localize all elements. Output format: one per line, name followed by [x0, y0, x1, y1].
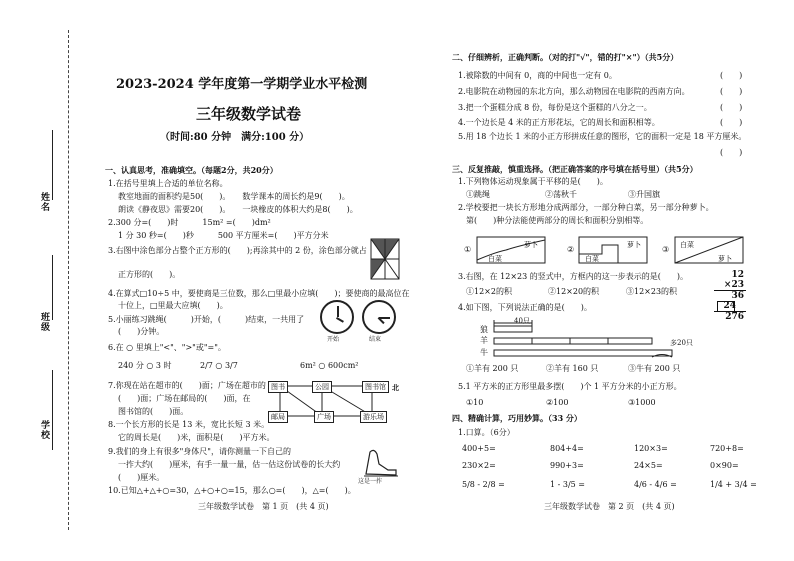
bar-right-label: 多20只	[670, 339, 693, 347]
choice-4-opt3: ③牛有 200 只	[628, 364, 681, 373]
q8-line1: 8.一个长方形的长是 13 米，宽比长短 3 米。	[108, 420, 270, 429]
calc-line-2: ×23	[723, 280, 744, 290]
choice-5: 5.1 平方米的正方形里最多摆( )个 1 平方分米的小正方形。	[458, 382, 682, 391]
q6-item3: 6m² ○ 600cm²	[300, 361, 359, 370]
q5-line2: ( )分钟。	[118, 327, 165, 336]
choice-4-opt1: ①羊有 200 只	[466, 364, 519, 373]
oral-r3-c2: 1 - 3/5 =	[550, 480, 585, 489]
judge-2: 2.电影院在动物园的东北方向，那么动物园在电影院的西南方向。	[458, 87, 690, 96]
calc-line-1: 12	[731, 270, 744, 280]
bar-label-cow: 牛	[480, 348, 488, 357]
oral-r1-c1: 400+5=	[462, 444, 496, 453]
q4-line1: 4.在算式□10÷5 中，要使商是三位数，那么□里最小应填( )；要使商的最高位在	[108, 289, 410, 298]
right-page-footer: 三年级数学试卷 第 2 页 (共 4 页)	[544, 502, 675, 511]
q9-line3: ( )厘米。	[118, 473, 165, 482]
q1-line1: 教室地面的面积约是50( )。 数学课本的周长约是9( )。	[118, 192, 350, 201]
q2-line1: 2.300 分=( )时 15m² =( )dm²	[108, 218, 271, 227]
oral-r2-c2: 990+3=	[550, 461, 584, 470]
judge-5: 5.用 18 个边长 1 米的小正方形拼成任意的图形，它的面积一定是 18 平方厘米。	[458, 132, 747, 141]
oral-r2-c4: 0×90=	[710, 461, 739, 470]
q7-line1: 7.你现在站在超市的( )面；广场在超市的	[108, 381, 266, 390]
oral-r3-c3: 4/6 - 4/6 =	[634, 480, 677, 489]
choice-1-opt1: ①跳绳	[466, 190, 490, 199]
class-label: 班级	[39, 312, 49, 332]
calc-line-3: 36	[731, 291, 744, 301]
oral-r2-c1: 230×2=	[462, 461, 496, 470]
judge-5-answer: ( )	[720, 148, 743, 157]
judge-2-answer: ( )	[720, 87, 743, 96]
judge-3: 3.把一个蛋糕分成 8 份，每份是这个蛋糕的八分之一。	[458, 103, 652, 112]
bar-label-sheep: 羊	[480, 336, 488, 345]
oral-r3-c4: 1/4 + 3/4 =	[710, 480, 757, 489]
q1-line2: 朗读《静夜思》需要20( )。 一块橡皮的体积大约是8( )。	[118, 205, 358, 214]
q7-line2: ( )面；广场在邮局的( )面，在	[118, 394, 251, 403]
exam-meta: （时间:80 分钟 满分:100 分）	[160, 132, 310, 143]
q5-line1: 5.小丽练习跳绳( )开始，( )结束，一共用了	[108, 315, 305, 324]
name-label: 姓名	[39, 192, 49, 212]
binding-dashed-line	[68, 30, 69, 530]
div-fig-3-num: ③	[662, 245, 670, 254]
q9-line2: 一拃大约( )厘米，有手一量一量，估一估这份试卷的长大约	[118, 460, 341, 469]
calc-line-4: 24	[723, 301, 736, 311]
q3-line2: 正方形的( )。	[118, 270, 181, 279]
map-north-label: 北	[392, 383, 399, 392]
hand-span-icon	[362, 446, 400, 478]
calc-line-5: 276	[725, 312, 744, 322]
choice-3-opt3: ③12×23的积	[626, 287, 678, 296]
section-3-heading: 三、反复推敲，慎重选择。（把正确答案的序号填在括号里）（共5分）	[452, 164, 698, 174]
section-2-heading: 二、仔细辨析，正确判断。（对的打"√"，错的打"×"）（共5分）	[452, 52, 679, 62]
name-line	[52, 130, 53, 200]
map-node-amusement-park: 游乐场	[360, 411, 387, 423]
choice-2-line2: 第( )种分法能使两部分的周长和面积分别相等。	[466, 216, 649, 225]
oral-r1-c3: 120×3=	[634, 444, 668, 453]
judge-1: 1.被除数的中间有 0，商的中间也一定有 0。	[458, 71, 617, 80]
choice-2-line1: 2.学校要把一块长方形地分成两部分，一部分种白菜，另一部分种萝卜。	[458, 203, 714, 212]
div-fig-2-luobo: 萝卜	[627, 241, 641, 249]
exam-title: 2023-2024 学年度第一学期学业水平检测	[116, 77, 368, 92]
judge-3-answer: ( )	[720, 103, 743, 112]
q9-line1: 9.我们的身上有很多"身体尺"，请你测量一下自己的	[108, 447, 291, 456]
q6-intro: 6.在 ○ 里填上"<"、">"或"="。	[108, 343, 226, 352]
clock-start-label: 开始	[327, 336, 340, 343]
choice-3-opt2: ②12×20的积	[548, 287, 600, 296]
choice-1-opt3: ③升国旗	[628, 190, 660, 199]
clock-end-label: 结束	[369, 336, 382, 343]
choice-4-opt2: ②羊有 160 只	[546, 364, 599, 373]
q3-line1: 3.右图中涂色部分占整个正方形的( );再涂其中的 2 份，涂色部分就占	[108, 246, 367, 255]
choice-3-opt1: ①12×2的积	[466, 287, 512, 296]
choice-5-opt1: ①10	[466, 398, 484, 407]
oral-r1-c2: 804+4=	[550, 444, 584, 453]
q4-line2: 十位上，□里最大应填( )。	[118, 301, 228, 310]
choice-1: 1.下列物体运动现象属于平移的是( )。	[458, 177, 608, 186]
judge-4-answer: ( )	[720, 118, 743, 127]
q6-item1: 240 分 ○ 3 时	[118, 361, 172, 370]
map-node-square: 广场	[314, 411, 334, 423]
clock-start	[320, 300, 354, 334]
choice-3: 3.右图，在 12×23 的竖式中，方框内的这一步表示的是( )。	[458, 272, 689, 281]
q10: 10.已知△+△+○=30，△+○+○=15，那么○=( )，△=( )。	[108, 486, 356, 495]
judge-4: 4.一个边长是 4 米的正方形花坛，它的周长和面积相等。	[458, 118, 660, 127]
hand-span-caption: 这是一拃	[358, 478, 383, 485]
bar-top-label: 40只	[514, 317, 530, 325]
div-fig-2-num: ②	[567, 245, 575, 254]
q4-bar-diagram	[492, 320, 682, 360]
choice-1-opt2: ②荡秋千	[545, 190, 577, 199]
exam-subtitle: 三年级数学试卷	[196, 105, 302, 123]
div-fig-1-baicai: 白菜	[488, 255, 502, 263]
q1-intro: 1.在括号里填上合适的单位名称。	[108, 179, 228, 188]
map-node-post-office: 邮局	[268, 411, 288, 423]
section-4-heading: 四、精确计算，巧用妙算。（33 分）	[452, 413, 582, 423]
div-fig-3-baicai: 白菜	[680, 241, 694, 249]
map-node-library: 图书馆	[362, 381, 389, 393]
clock-end	[362, 300, 396, 334]
div-fig-1-luobo: 萝卜	[524, 241, 538, 249]
oral-heading: 1.口算。（6分）	[458, 428, 515, 437]
class-line	[52, 255, 53, 320]
q7-line3: 图书馆的( )面。	[118, 407, 189, 416]
div-fig-3-luobo: 萝卜	[718, 255, 732, 263]
div-fig-1-num: ①	[464, 245, 472, 254]
q3-shaded-square-figure	[370, 238, 400, 280]
map-node-park: 公园	[312, 381, 332, 393]
choice-4: 4.如下图，下列说法正确的是( )。	[458, 303, 592, 312]
choice-5-opt2: ②100	[546, 398, 569, 407]
div-fig-2-baicai: 白菜	[585, 255, 599, 263]
school-line	[52, 370, 53, 450]
left-page-footer: 三年级数学试卷 第 1 页 (共 4 页)	[198, 502, 329, 511]
bar-label-wolf: 狼	[480, 325, 488, 334]
oral-r2-c3: 24×5=	[634, 461, 663, 470]
choice-5-opt3: ③1000	[628, 398, 656, 407]
q8-line2: 它的周长是( )米，面积是( )平方米。	[118, 433, 275, 442]
judge-1-answer: ( )	[720, 71, 743, 80]
section-1-heading: 一、认真思考，准确填空。（每题2分，共20分）	[105, 165, 278, 175]
map-node-a: 图书	[268, 381, 288, 393]
school-label: 学校	[39, 420, 49, 440]
q2-line2: 1 分 30 秒=( )秒 500 平方厘米=( )平方分米	[118, 231, 329, 240]
oral-r1-c4: 720+8=	[710, 444, 744, 453]
oral-r3-c1: 5/8 - 2/8 =	[462, 480, 505, 489]
q6-item2: 2/7 ○ 3/7	[200, 361, 238, 370]
